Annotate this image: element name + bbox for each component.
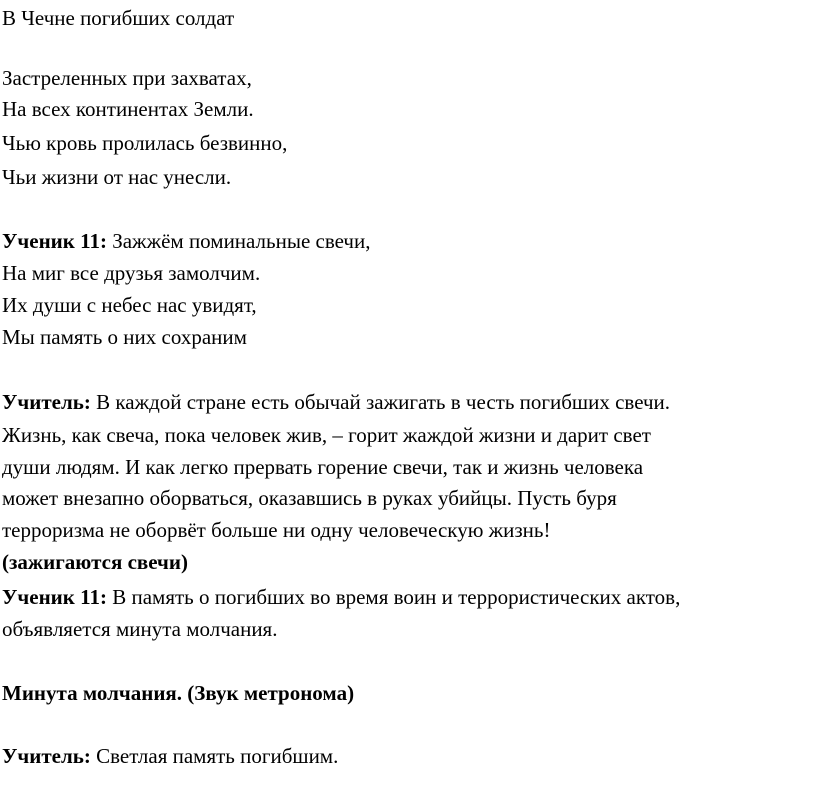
speaker-text: В память о погибших во время воин и террористических актов, xyxy=(106,585,681,609)
poem-line xyxy=(2,261,260,285)
poem-line xyxy=(2,6,234,30)
poem-line xyxy=(2,131,287,155)
speaker-text: Светлая память погибшим. xyxy=(90,744,339,768)
speaker-label: Учитель: xyxy=(2,390,91,414)
paragraph-line-text: может внезапно оборваться, оказавшись в руках убийцы. Пусть буря xyxy=(2,486,617,510)
poem-line-text: Застреленных при захватах, xyxy=(2,66,252,90)
paragraph-line xyxy=(2,486,617,510)
paragraph-line-text: терроризма не оборвёт больше ни одну человеческую жизнь! xyxy=(2,518,551,542)
poem-line-text: В Чечне погибших солдат xyxy=(2,6,235,30)
poem-line-text: Их души с небес нас увидят, xyxy=(2,293,257,317)
paragraph-line xyxy=(2,617,277,641)
speaker-line xyxy=(2,390,670,414)
stage-direction xyxy=(2,550,188,574)
speaker-label: Ученик 11: xyxy=(2,585,107,609)
speaker-label: Ученик 11: xyxy=(2,229,107,253)
poem-line xyxy=(2,66,252,90)
poem-line xyxy=(2,293,257,317)
poem-line-text: На всех континентах Земли. xyxy=(2,97,254,121)
paragraph-line xyxy=(2,518,550,542)
paragraph-line-text: души людям. И как легко прервать горение свечи, так и жизнь человека xyxy=(2,455,644,479)
poem-line xyxy=(2,165,231,189)
speaker-text: Зажжём поминальные свечи, xyxy=(106,229,371,253)
stage-direction-text: Минута молчания. (Звук метронома) xyxy=(2,681,355,705)
speaker-line xyxy=(2,744,338,768)
paragraph-line xyxy=(2,455,643,479)
paragraph-line-text: объявляется минута молчания. xyxy=(2,617,278,641)
poem-line-text: Мы память о них сохраним xyxy=(2,325,247,349)
poem-line-text: Чью кровь пролилась безвинно, xyxy=(2,131,288,155)
speaker-line xyxy=(2,585,680,609)
poem-line-text: Чьи жизни от нас унесли. xyxy=(2,165,232,189)
stage-direction-text: (зажигаются свечи) xyxy=(2,550,188,574)
speaker-text: В каждой стране есть обычай зажигать в честь погибших свечи. xyxy=(90,390,671,414)
speaker-label: Учитель: xyxy=(2,744,91,768)
poem-line-text: На миг все друзья замолчим. xyxy=(2,261,261,285)
paragraph-line-text: Жизнь, как свеча, пока человек жив, – горит жаждой жизни и дарит свет xyxy=(2,423,651,447)
stage-direction xyxy=(2,681,354,705)
paragraph-line xyxy=(2,423,651,447)
poem-line xyxy=(2,325,247,349)
speaker-line xyxy=(2,229,370,253)
poem-line xyxy=(2,97,254,121)
